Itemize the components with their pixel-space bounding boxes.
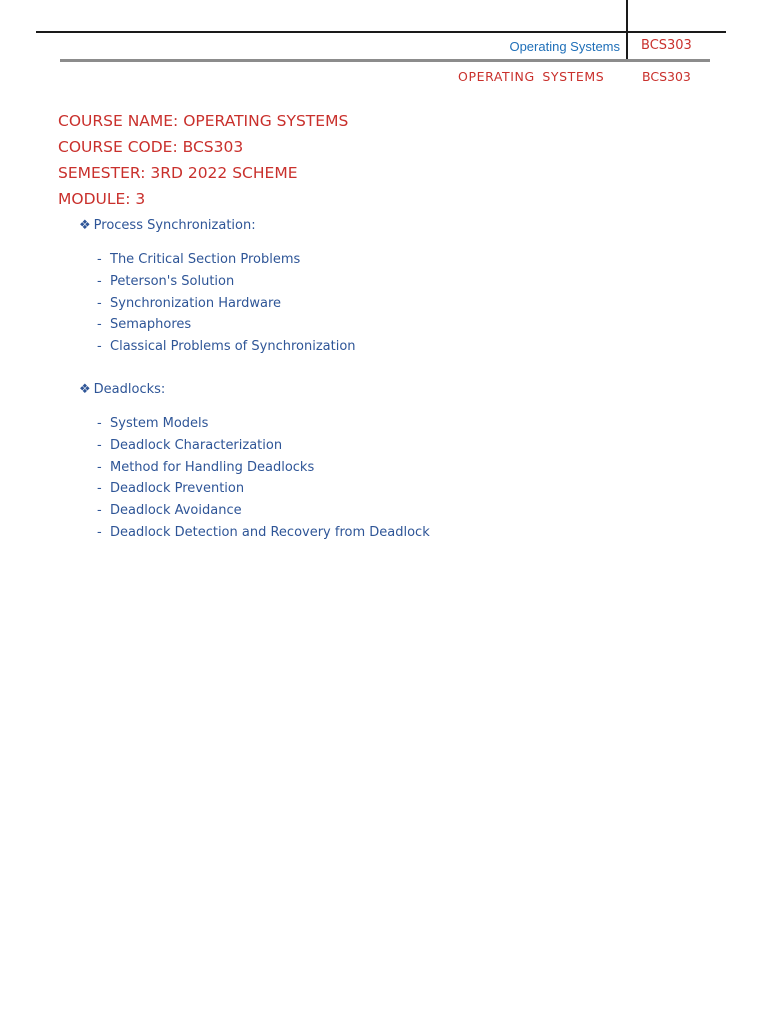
dash-bullet-icon: -: [97, 459, 102, 475]
header-vertical-rule: [626, 0, 628, 61]
section-title: [79, 215, 356, 237]
subheader-subject: OPERATING SYSTEMS: [458, 69, 605, 84]
dash-bullet-icon: -: [97, 339, 102, 354]
list-item-text: Classical Problems of Synchronization: [110, 339, 356, 354]
topic-list: [97, 413, 430, 544]
list-item: [97, 314, 356, 336]
dash-bullet-icon: -: [97, 524, 102, 540]
header-subject: Operating Systems: [509, 39, 620, 54]
list-item-text: Deadlock Characterization: [110, 437, 283, 453]
list-item-text: Semaphores: [110, 317, 192, 333]
list-item: [97, 500, 430, 522]
section-title-text: Process Synchronization:: [93, 218, 256, 233]
list-item-text: System Models: [110, 416, 209, 431]
list-item: [97, 293, 356, 315]
list-item: [97, 413, 430, 435]
list-item: [97, 271, 356, 293]
dash-bullet-icon: -: [97, 273, 102, 289]
dash-bullet-icon: -: [97, 317, 102, 333]
diamond-bullet-icon: ❖: [79, 218, 91, 233]
list-item: [97, 522, 430, 544]
header-gray-rule: [60, 59, 710, 62]
course-code: COURSE CODE: BCS303: [58, 138, 244, 156]
list-item-text: Deadlock Prevention: [110, 481, 245, 497]
header-code: BCS303: [641, 38, 692, 53]
section-title-text: Deadlocks:: [93, 382, 166, 397]
dash-bullet-icon: -: [97, 416, 102, 431]
course-module: MODULE: 3: [58, 190, 146, 208]
dash-bullet-icon: -: [97, 252, 102, 267]
list-item: [97, 336, 356, 358]
course-info: [58, 108, 348, 212]
header-top-rule: [36, 31, 726, 33]
section-deadlocks: [79, 379, 430, 544]
topic-list: [97, 249, 356, 358]
diamond-bullet-icon: ❖: [79, 382, 91, 397]
section-title: [79, 379, 430, 401]
list-item: [97, 478, 430, 500]
list-item: [97, 435, 430, 457]
list-item: [97, 249, 356, 271]
list-item-text: Synchronization Hardware: [110, 295, 282, 311]
subheader-code: BCS303: [642, 69, 691, 84]
list-item-text: Deadlock Avoidance: [110, 503, 242, 518]
course-semester: SEMESTER: 3RD 2022 SCHEME: [58, 164, 298, 182]
list-item: [97, 457, 430, 479]
dash-bullet-icon: -: [97, 295, 102, 311]
dash-bullet-icon: -: [97, 437, 102, 453]
list-item-text: Peterson's Solution: [110, 273, 235, 289]
list-item-text: The Critical Section Problems: [110, 252, 301, 267]
dash-bullet-icon: -: [97, 481, 102, 497]
course-name: COURSE NAME: OPERATING SYSTEMS: [58, 112, 349, 130]
section-process-synchronization: [79, 215, 356, 358]
list-item-text: Deadlock Detection and Recovery from Deadlock: [110, 524, 430, 540]
dash-bullet-icon: -: [97, 503, 102, 518]
list-item-text: Method for Handling Deadlocks: [110, 459, 315, 475]
